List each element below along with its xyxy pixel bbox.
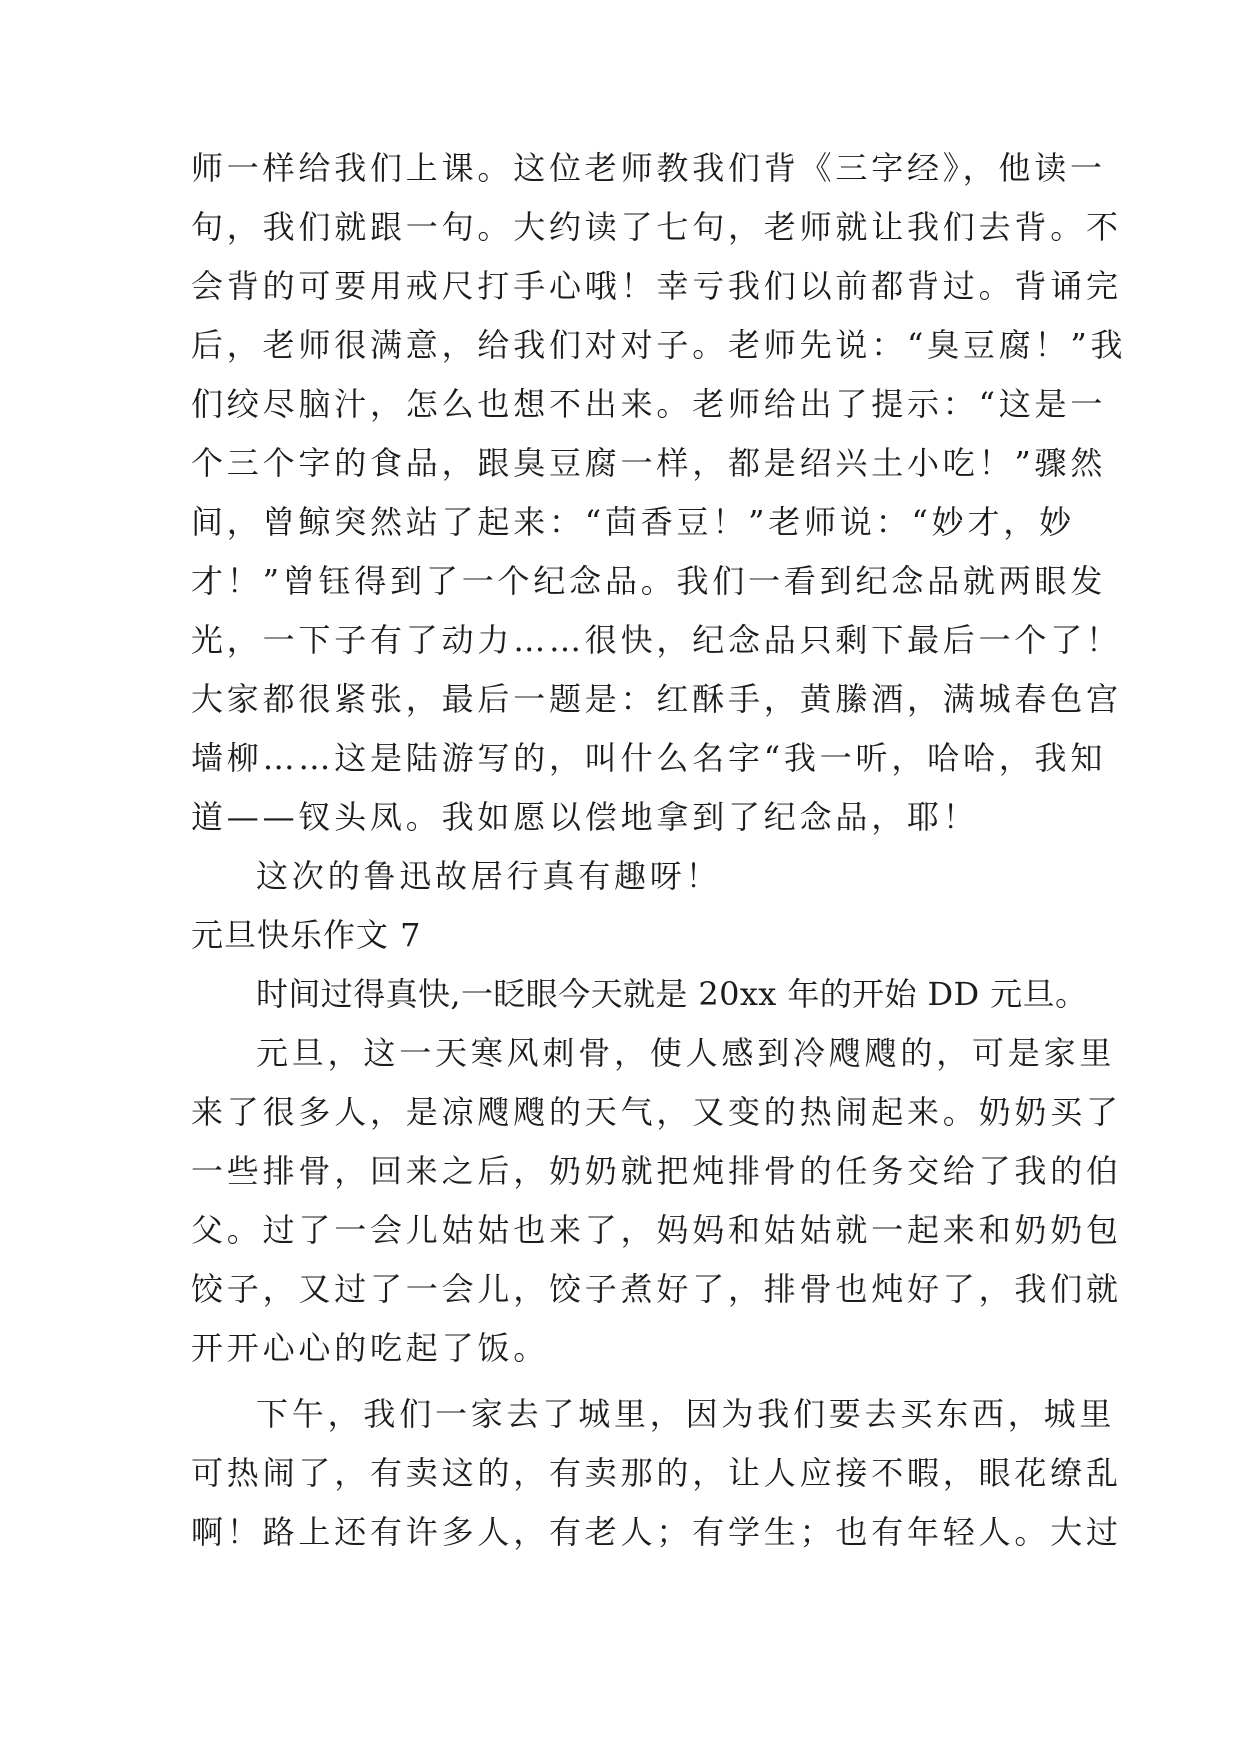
text-line: 可热闹了，有卖这的，有卖那的，让人应接不暇，眼花缭乱 <box>191 1454 1122 1492</box>
text-line: 啊！路上还有许多人，有老人；有学生；也有年轻人。大过 <box>191 1513 1122 1551</box>
text-line: 们绞尽脑汁，怎么也想不出来。老师给出了提示：“这是一 <box>191 385 1107 423</box>
text-line: 元旦，这一天寒风刺骨，使人感到冷飕飕的，可是家里 <box>256 1034 1116 1072</box>
text-line: 一些排骨，回来之后，奶奶就把炖排骨的任务交给了我的伯 <box>191 1152 1122 1190</box>
text-line: 间，曾鲸突然站了起来：“茴香豆！”老师说：“妙才，妙 <box>191 503 1075 541</box>
text-line: 饺子，又过了一会儿，饺子煮好了，排骨也炖好了，我们就 <box>191 1270 1122 1308</box>
text-line: 墙柳……这是陆游写的，叫什么名字“我一听，哈哈，我知 <box>191 739 1107 777</box>
text-line: 个三个字的食品，跟臭豆腐一样，都是绍兴土小吃！”骤然 <box>191 444 1107 482</box>
section-title: 元旦快乐作文 7 <box>191 916 422 954</box>
closing-line: 这次的鲁迅故居行真有趣呀！ <box>256 857 722 895</box>
text-line: 大家都很紧张，最后一题是：红酥手，黄縢酒，满城春色宫 <box>191 680 1122 718</box>
text-line: 来了很多人，是凉飕飕的天气，又变的热闹起来。奶奶买了 <box>191 1093 1122 1131</box>
text-line: 会背的可要用戒尺打手心哦！幸亏我们以前都背过。背诵完 <box>191 267 1122 305</box>
text-line: 光，一下子有了动力……很快，纪念品只剩下最后一个了！ <box>191 621 1122 659</box>
text-line: 后，老师很满意，给我们对对子。老师先说：“臭豆腐！”我 <box>191 326 1127 364</box>
text-line: 时间过得真快,一眨眼今天就是 20xx 年的开始 DD 元旦。 <box>256 975 1088 1013</box>
text-line: 道——钗头凤。我如愿以偿地拿到了纪念品，耶！ <box>191 798 979 836</box>
text-line: 下午，我们一家去了城里，因为我们要去买东西，城里 <box>256 1395 1116 1433</box>
text-line: 开开心心的吃起了饭。 <box>191 1329 550 1367</box>
text-line: 父。过了一会儿姑姑也来了，妈妈和姑姑就一起来和奶奶包 <box>191 1211 1122 1249</box>
text-line: 才！”曾钰得到了一个纪念品。我们一看到纪念品就两眼发 <box>191 562 1107 600</box>
text-line: 师一样给我们上课。这位老师教我们背《三字经》，他读一 <box>191 149 1106 187</box>
text-line: 句，我们就跟一句。大约读了七句，老师就让我们去背。不 <box>191 208 1122 246</box>
